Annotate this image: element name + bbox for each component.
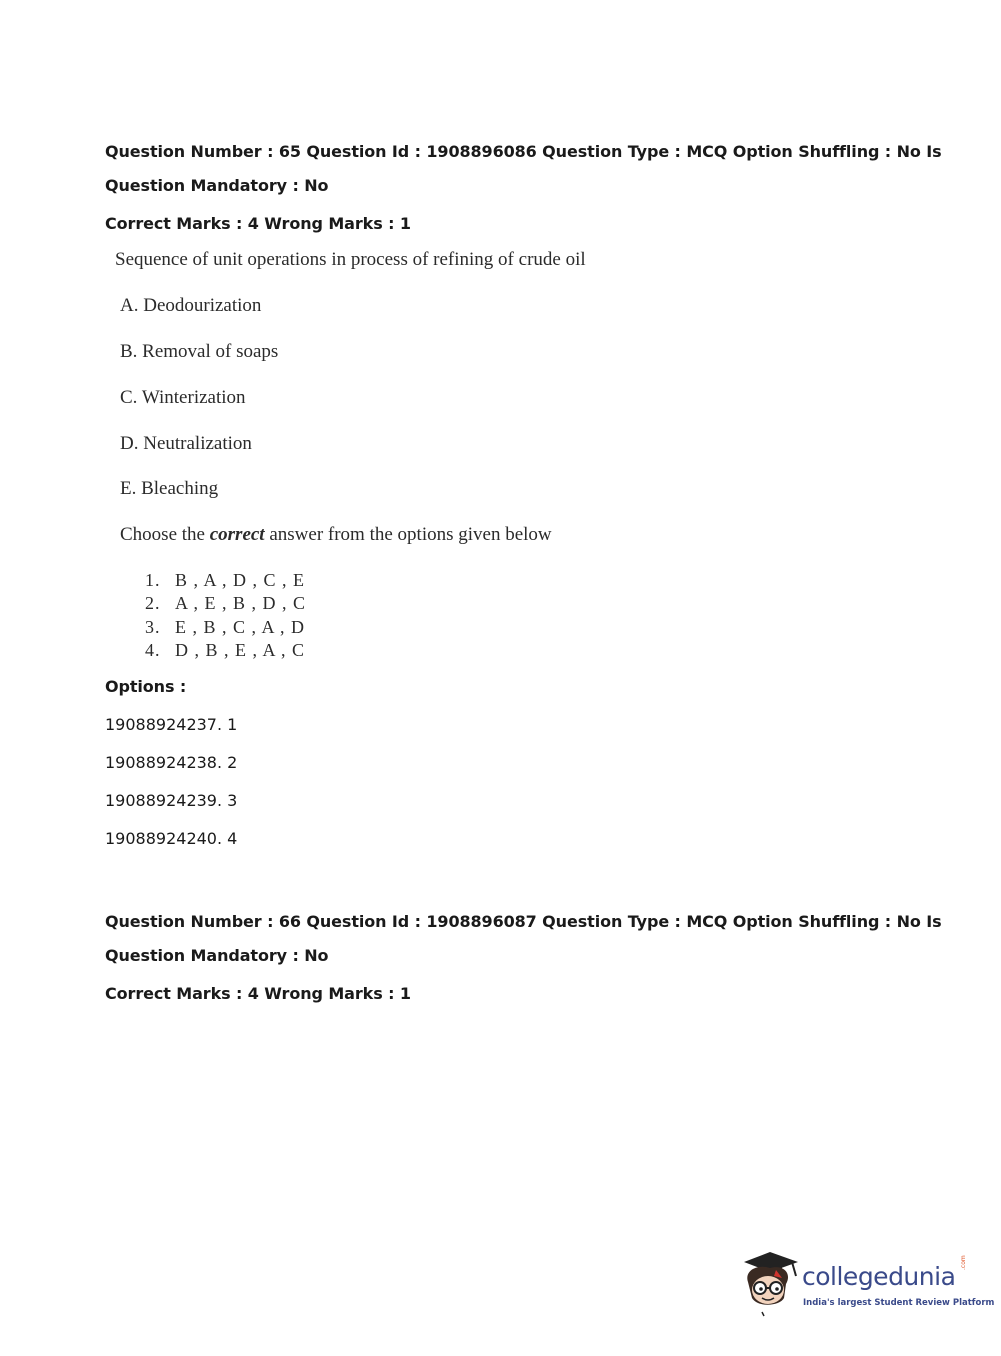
question-65-mandatory: Question Mandatory : No (105, 176, 329, 195)
question-stem: Sequence of unit operations in process of refining of crude oil (115, 249, 586, 270)
answer-choice: 2. A , E , B , D , C (145, 593, 307, 614)
option-item: 19088924240. 4 (105, 829, 238, 848)
option-item: 19088924239. 3 (105, 791, 238, 810)
statement-item: A. Deodourization (120, 295, 262, 316)
question-65-header: Question Number : 65 Question Id : 1908896086 Question Type : MCQ Option Shuffling : No Is (105, 142, 942, 161)
logo-tagline: India's largest Student Review Platform (803, 1298, 995, 1308)
logo-wordmark: collegedunia (802, 1262, 956, 1291)
answer-choice: 3. E , B , C , A , D (145, 616, 306, 637)
answer-choice: 4. D , B , E , A , C (145, 639, 306, 660)
collegedunia-logo (740, 1248, 995, 1318)
statement-item: D. Neutralization (120, 433, 252, 454)
instruction-text: Choose the correct answer from the options given below (120, 524, 552, 545)
statement-item: E. Bleaching (120, 478, 219, 499)
answer-choice-list (145, 569, 306, 662)
statement-item: C. Winterization (120, 387, 246, 408)
option-item: 19088924238. 2 (105, 753, 238, 772)
mascot-icon (740, 1248, 800, 1318)
option-item: 19088924237. 1 (105, 715, 238, 734)
options-label: Options : (105, 677, 187, 696)
question-65-marks: Correct Marks : 4 Wrong Marks : 1 (105, 214, 411, 233)
question-66-header: Question Number : 66 Question Id : 1908896087 Question Type : MCQ Option Shuffling : No Is (105, 912, 942, 931)
statement-item: B. Removal of soaps (120, 341, 279, 362)
logo-domain-suffix: .com (960, 1255, 967, 1270)
answer-choice: 1. B , A , D , C , E (145, 570, 306, 590)
question-66-marks: Correct Marks : 4 Wrong Marks : 1 (105, 984, 411, 1003)
question-66-mandatory: Question Mandatory : No (105, 946, 329, 965)
